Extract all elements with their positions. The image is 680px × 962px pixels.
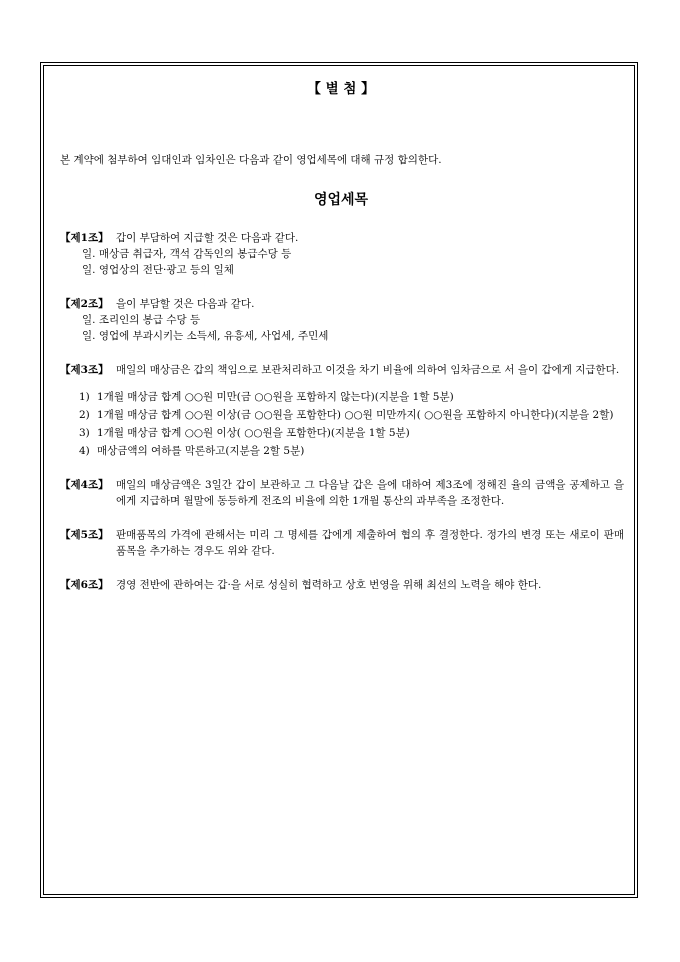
list-item-number: 3) (79, 427, 90, 439)
intro-paragraph: 본 계약에 첨부하여 임대인과 임차인은 다음과 같이 영업세목에 대해 규정 합의한다. (60, 154, 442, 166)
list-item-text: 1개월 매상금 합계 ○○원 이상(금 ○○원을 포함한다) ○○원 미만까지( ○○원을 포함하지 아니한다)(지분을 2할) (97, 409, 614, 421)
article-3-label: 【제3조】 (60, 364, 109, 376)
list-item (58, 443, 624, 459)
article-4-text-row (58, 477, 624, 509)
article-2-label: 【제2조】 (60, 298, 109, 310)
list-item (58, 425, 624, 441)
article-3 (58, 362, 624, 459)
document-body (58, 74, 624, 593)
article-1-label: 【제1조】 (60, 232, 109, 244)
article-6-text-row (58, 577, 624, 593)
list-item (58, 389, 624, 405)
article-5-text-row (58, 527, 624, 559)
article-5-text: 판매품목의 가격에 관해서는 미리 그 명세를 갑에게 제출하여 협의 후 결정한다. 정가의 변경 또는 새로이 판매품목을 추가하는 경우도 위와 같다. (116, 529, 624, 557)
article-3-text: 매일의 매상금은 갑의 책임으로 보관처리하고 이것을 차기 비율에 의하여 임차금으로 서 을이 갑에게 지급한다. (116, 364, 620, 376)
article-4-text: 매일의 매상금액은 3일간 갑이 보관하고 그 다음날 갑은 을에 대하여 제3조에 정해진 율의 금액을 공제하고 을에게 지급하며 월말에 동등하게 전조의 비율에 의한 1개월 통산의 과부족을 조정한다. (116, 479, 624, 507)
article-4 (58, 477, 624, 509)
document-title: 【 별 첨 】 (307, 81, 375, 97)
article-2-item-2: 일. 영업에 부과시키는 소득세, 유흥세, 사업세, 주민세 (82, 330, 329, 342)
article-2 (58, 296, 624, 344)
article-1-item-1: 일. 매상금 취급자, 객석 감독인의 봉급수당 등 (82, 248, 292, 260)
article-5 (58, 527, 624, 559)
list-item-number: 1) (79, 391, 90, 403)
list-item-number: 4) (79, 445, 90, 457)
list-item-text: 1개월 매상금 합계 ○○원 이상( ○○원을 포함한다)(지분을 1할 5분) (97, 427, 410, 439)
article-1-item-2: 일. 영업상의 전단·광고 등의 일체 (82, 264, 234, 276)
article-3-rate-list (58, 389, 624, 459)
list-item-number: 2) (79, 409, 90, 421)
article-2-item-1: 일. 조리인의 봉급 수당 등 (82, 314, 201, 326)
article-6 (58, 577, 624, 593)
list-item-text: 1개월 매상금 합계 ○○원 미만(금 ○○원을 포함하지 않는다)(지분을 1할 5분) (97, 391, 454, 403)
article-6-text: 경영 전반에 관하여는 갑·을 서로 성실히 협력하고 상호 번영을 위해 최선의 노력을 해야 한다. (116, 579, 542, 591)
list-item-text: 매상금액의 여하를 막론하고(지분을 2할 5분) (97, 445, 305, 457)
article-2-text-row (58, 296, 624, 312)
article-1 (58, 230, 624, 278)
article-2-text: 을이 부담할 것은 다음과 같다. (116, 298, 255, 310)
article-1-text-row (58, 230, 624, 246)
article-6-label: 【제6조】 (60, 579, 109, 591)
section-title: 영업세목 (313, 192, 369, 208)
article-3-text-row (58, 362, 624, 378)
list-item (58, 407, 624, 423)
article-4-label: 【제4조】 (60, 479, 109, 491)
article-1-text: 갑이 부담하여 지급할 것은 다음과 같다. (116, 232, 299, 244)
article-5-label: 【제5조】 (60, 529, 109, 541)
